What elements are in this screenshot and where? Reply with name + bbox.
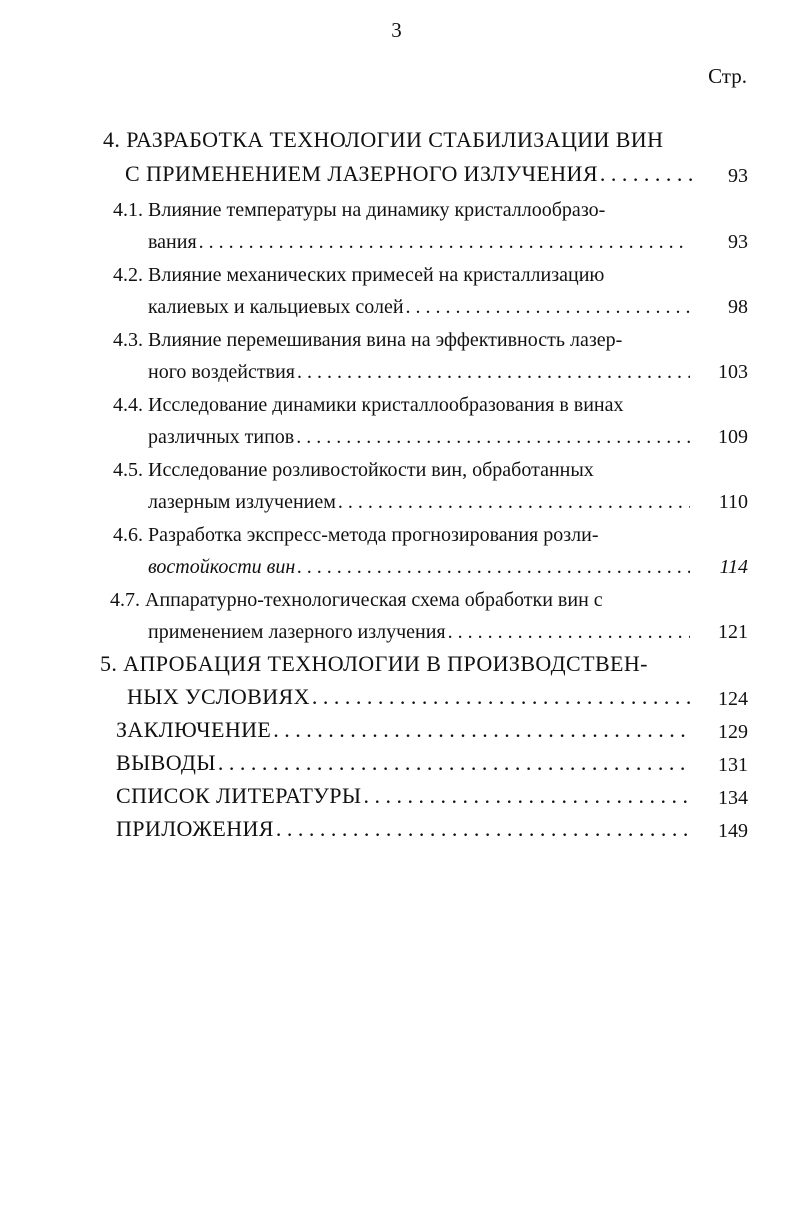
dot-leader <box>600 160 695 188</box>
toc-entry-text: ВЫВОДЫ <box>116 750 216 775</box>
dot-leader <box>448 618 690 646</box>
toc-entry-text: различных типов <box>148 426 295 448</box>
page-number: 3 <box>391 18 402 42</box>
toc-entry-text: СПИСОК ЛИТЕРАТУРЫ <box>116 783 362 808</box>
toc-appendices-page: 149 <box>718 820 748 842</box>
toc-entry-text: применением лазерного излучения <box>148 621 446 643</box>
toc-section-4-1-line1: 4.1. Влияние температуры на динамику кристаллообразо- <box>113 199 606 221</box>
dot-leader <box>312 683 693 711</box>
toc-section-4-7-line1: 4.7. Аппаратурно-технологическая схема обработки вин с <box>110 589 603 611</box>
toc-section-4-7-page: 121 <box>718 621 748 643</box>
toc-section-4-5-line2 <box>148 488 690 516</box>
toc-section-4-6-line2 <box>148 553 690 581</box>
toc-chapter-4-subtitle <box>125 160 695 188</box>
dot-leader <box>296 423 690 451</box>
toc-findings-page: 131 <box>718 754 748 776</box>
toc-section-4-1-page: 93 <box>728 231 748 253</box>
toc-chapter-4-title: 4. РАЗРАБОТКА ТЕХНОЛОГИИ СТАБИЛИЗАЦИИ ВИН <box>103 127 664 152</box>
toc-entry-text: калиевых и кальциевых солей <box>148 296 404 318</box>
toc-section-4-3-page: 103 <box>718 361 748 383</box>
toc-section-4-5-line1: 4.5. Исследование розливостойкости вин, обработанных <box>113 459 594 481</box>
toc-findings <box>116 749 690 777</box>
dot-leader <box>297 358 690 386</box>
dot-leader <box>273 716 690 744</box>
dot-leader <box>363 782 690 810</box>
toc-section-4-3-line2 <box>148 358 690 386</box>
toc-references <box>116 782 690 810</box>
toc-entry-text: вания <box>148 231 197 253</box>
dot-leader <box>406 293 690 321</box>
toc-chapter-5-title: 5. АПРОБАЦИЯ ТЕХНОЛОГИИ В ПРОИЗВОДСТВЕН- <box>100 651 648 676</box>
toc-section-4-6-page: 114 <box>719 556 748 578</box>
dot-leader <box>218 749 690 777</box>
toc-section-4-2-page: 98 <box>728 296 748 318</box>
toc-section-4-3-line1: 4.3. Влияние перемешивания вина на эффективность лазер- <box>113 329 623 351</box>
toc-entry-text: С ПРИМЕНЕНИЕМ ЛАЗЕРНОГО ИЗЛУЧЕНИЯ <box>125 161 598 186</box>
toc-section-4-2-line1: 4.2. Влияние механических примесей на кристаллизацию <box>113 264 605 286</box>
toc-section-4-7-line2 <box>148 618 690 646</box>
toc-conclusion-page: 129 <box>718 721 748 743</box>
toc-section-4-2-line2 <box>148 293 690 321</box>
toc-entry-text: ЗАКЛЮЧЕНИЕ <box>116 717 272 742</box>
toc-references-page: 134 <box>718 787 748 809</box>
dot-leader <box>338 488 690 516</box>
toc-section-4-5-page: 110 <box>718 491 748 513</box>
toc-chapter-5-page: 124 <box>718 688 748 710</box>
toc-section-4-1-line2 <box>148 228 690 256</box>
dot-leader <box>297 553 690 581</box>
toc-entry-text: лазерным излучением <box>148 491 336 513</box>
toc-entry-text: востойкости вин <box>148 556 296 578</box>
dot-leader <box>276 815 690 843</box>
toc-section-4-4-page: 109 <box>718 426 748 448</box>
toc-appendices <box>116 815 690 843</box>
page-column-label: Стр. <box>708 64 747 88</box>
toc-section-4-6-line1: 4.6. Разработка экспресс-метода прогнозирования розли- <box>113 524 599 546</box>
toc-chapter-5-subtitle <box>127 683 693 711</box>
toc-chapter-4-page: 93 <box>728 165 748 187</box>
toc-conclusion <box>116 716 690 744</box>
dot-leader <box>199 228 690 256</box>
toc-entry-text: ПРИЛОЖЕНИЯ <box>116 816 274 841</box>
toc-section-4-4-line2 <box>148 423 690 451</box>
toc-entry-text: НЫХ УСЛОВИЯХ <box>127 684 310 709</box>
toc-section-4-4-line1: 4.4. Исследование динамики кристаллообразования в винах <box>113 394 624 416</box>
toc-entry-text: ного воздействия <box>148 361 295 383</box>
